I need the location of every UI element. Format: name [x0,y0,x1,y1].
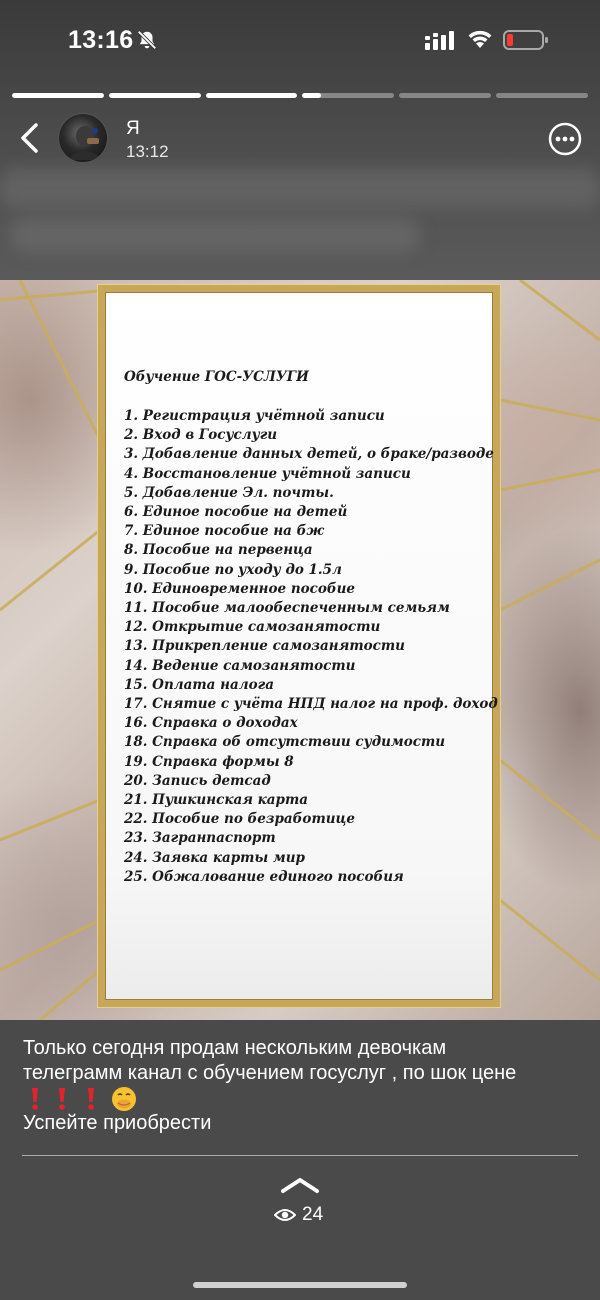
story-progress-segment [12,93,104,98]
avatar-image [59,114,108,163]
services-list-item: 10. Единовременное пособие [124,580,356,597]
battery-low-icon [503,29,549,51]
story-caption [23,1036,583,1136]
story-post-time: 13:12 [126,142,169,161]
services-list-item: 24. Заявка карты мир [124,849,305,866]
services-list-item: 11. Пособие малообеспеченным семьям [124,600,450,617]
services-list-item: 20. Запись детсад [124,772,271,789]
services-list-item: 19. Справка формы 8 [124,753,294,770]
eye-icon [274,1207,296,1223]
caption-line-1: Только сегодня продам нескольким девочкам [23,1037,447,1059]
services-list-card [98,285,500,1007]
story-progress-segment [302,93,394,98]
services-list-item: 22. Пособие по безработице [124,811,355,828]
status-time: 13:16 [68,26,134,54]
ellipsis-circle-icon[interactable] [548,122,582,156]
services-list-item: 8. Пособие на первенца [124,542,313,559]
services-list-item: 9. Пособие по уходу до 1.5л [124,561,342,578]
caption-emoji-row [23,1086,583,1111]
story-image [0,280,600,1020]
services-list-item: 13. Прикрепление самозанятости [124,638,405,655]
chevron-up-icon[interactable] [280,1176,320,1194]
story-progress-fill [109,93,201,98]
services-list-item: 1. Регистрация учётной записи [124,408,385,424]
cellular-signal-icon [425,30,457,50]
services-list-item: 2. Вход в Госуслуги [124,427,278,444]
services-list-item: 16. Справка о доходах [124,715,298,732]
face-with-hand-over-mouth-icon [111,1086,137,1112]
card-title: Обучение ГОС-УСЛУГИ [124,369,309,385]
services-list-item: 25. Обжалование единого пособия [124,868,404,885]
services-list-item: 7. Единое пособие на бж [124,523,324,540]
services-list-item: 23. Загранпаспорт [124,830,276,847]
views-count: 24 [302,1204,324,1225]
services-list-item: 12. Открытие самозанятости [124,619,381,636]
services-list-item: 5. Добавление Эл. почты. [124,484,334,501]
services-list-item: 17. Снятие с учёта НПД налог на проф. доход [124,696,498,713]
story-progress-segment [399,93,491,98]
story-progress-fill [302,93,320,98]
services-list-item: 14. Ведение самозанятости [124,657,356,674]
status-bar [0,0,600,80]
story-author-name[interactable]: Я [126,118,140,139]
exclamation-icon [85,1087,97,1111]
story-progress-bar [12,93,588,99]
bell-slash-icon [136,29,158,51]
caption-divider [22,1155,578,1156]
home-indicator[interactable] [193,1282,407,1288]
exclamation-icon [56,1087,68,1111]
caption-line-3: Успейте приобрести [23,1112,212,1134]
services-list-item: 18. Справка об отсутствии судимости [124,734,446,751]
services-list-item: 3. Добавление данных детей, о браке/разводе [124,446,494,463]
services-list-item: 6. Единое пособие на детей [124,504,348,521]
wifi-icon [466,28,494,50]
story-progress-segment [206,93,298,98]
services-list-item: 21. Пушкинская карта [124,792,308,809]
caption-line-2: телеграмм канал с обучением госуслуг , по шок цене [23,1062,517,1084]
services-list [124,407,498,887]
views-counter[interactable] [274,1203,323,1227]
story-progress-segment [109,93,201,98]
exclamation-icon [29,1087,41,1111]
story-progress-fill [206,93,298,98]
avatar[interactable] [58,113,108,163]
services-list-item: 15. Оплата налога [124,676,274,693]
story-progress-segment [496,93,588,98]
story-progress-fill [12,93,104,98]
chevron-left-icon[interactable] [18,122,42,154]
services-list-item: 4. Восстановление учётной записи [124,465,411,482]
